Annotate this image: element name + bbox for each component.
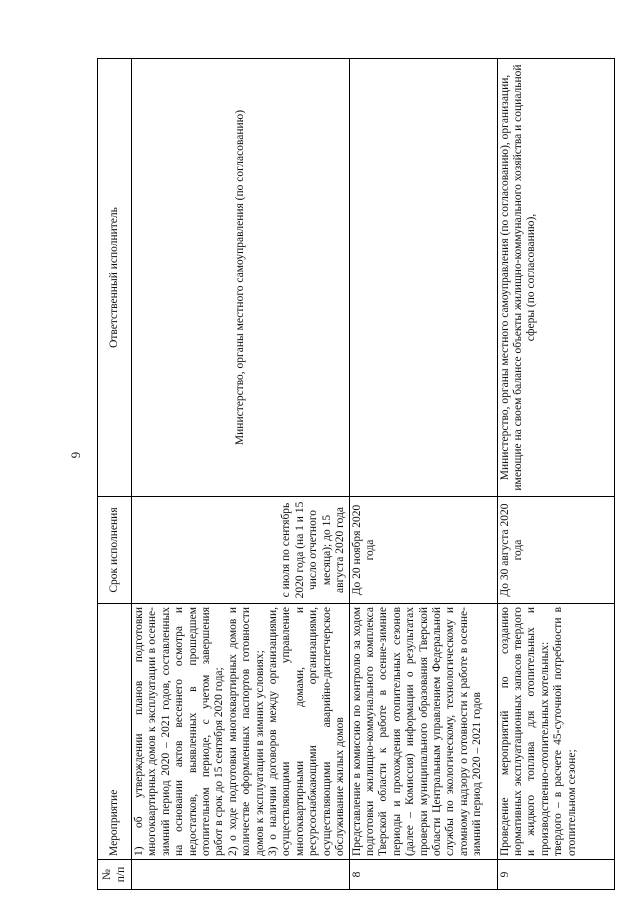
row-num: 8	[349, 860, 497, 890]
header-responsible: Ответственный исполнитель	[98, 59, 132, 497]
table-row	[349, 59, 497, 890]
row-activity	[349, 604, 497, 860]
row-term: с июля по сентябрь 2020 года (на 1 и 15 число отчетного месяца); до 15 августа 2020 года	[132, 497, 350, 604]
rotated-table-wrapper	[97, 58, 607, 890]
row-responsible	[349, 59, 497, 497]
page-number: 6	[68, 451, 84, 459]
header-num: № п/п	[98, 860, 132, 890]
activity-paragraph: 2) о ходе подготовки многоквартирных домов и количестве оформленных паспортов готовности домов к эксплуатации в зимних условиях;	[226, 607, 266, 856]
row-responsible: Министерство, органы местного самоуправления (по согласованию)	[132, 59, 350, 497]
table-row	[497, 59, 614, 890]
table-header-row	[98, 59, 132, 890]
measures-table	[97, 58, 615, 890]
row-num	[132, 860, 350, 890]
activity-paragraph: 3) о наличии договоров между организациями, осуществляющими управление многоквартирными домами, и ресурсоснабжающими организациями, осуществляющими аварийно-диспетчерское обслуживание жилых домов	[267, 607, 347, 856]
table-row	[132, 59, 350, 890]
activity-paragraph: твердого – в расчете 45-суточной потребности в отопительном сезоне;	[552, 607, 578, 856]
activity-paragraph: 1) об утверждении планов подготовки многоквартирных домов к эксплуатации в осенне-зимний период 2020 – 2021 годов, составленных на основании актов весеннего осмотра и недостатков, выявленных в прошедшем отопительном периоде, с учетом завершения работ в срок до 15 сентября 2020 года;	[133, 607, 226, 856]
row-term: До 30 августа 2020 года	[497, 497, 614, 604]
row-num: 9	[497, 860, 614, 890]
row-term: До 20 ноября 2020 года	[349, 497, 497, 604]
row-activity	[497, 604, 614, 860]
row-activity	[132, 604, 350, 860]
row-responsible: Министерство, органы местного самоуправления (по согласованию), организации, имеющие на своем балансе объекты жилищно-коммунального хозяйства и социальной сферы (по согласованию),	[497, 59, 614, 497]
header-term: Срок исполнения	[98, 497, 132, 604]
activity-paragraph: Проведение мероприятий по созданию нормативных эксплуатационных запасов твердого и жидкого топлива для отопительных и производственно-отопительных котельных:	[498, 607, 551, 856]
header-activity: Мероприятие	[98, 604, 132, 860]
activity-paragraph: Представление в комиссию по контролю за ходом подготовки жилищно-коммунального комплекса Тверской области к работе в осенне-зимние периоды и прохождения отопительных сезонов (далее – Комиссия) информации о результатах проверки муниципального образования Тверской области Центральным управлением Федеральной службы по экологическому, технологическому и атомному надзору о готовности к работе в осенне-зимний период 2020 – 2021 годов	[350, 607, 484, 856]
